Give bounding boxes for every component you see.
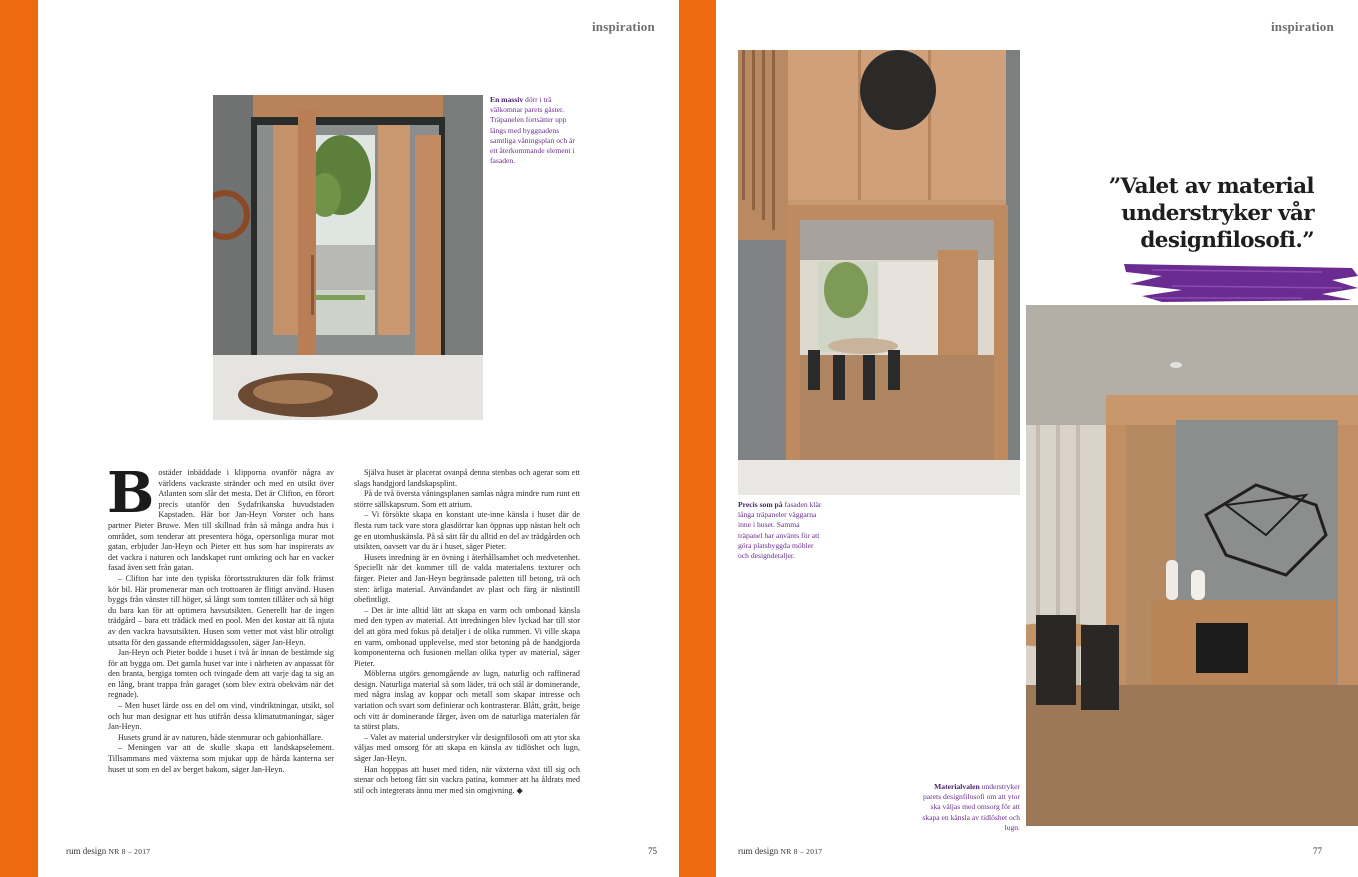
paragraph: – Valet av material understryker vår designfilosofi om att ytor ska väljas med omsorg för att skapa en känsla av tidlöshet och lugn, säger Jan-Heyn. [354,732,580,764]
caption-lead: En massiv [490,95,524,104]
paragraph: Han hopppas att huset med tiden, när växterna växt till sig och stenar och betong fått sin vackra patina, kommer att ha åldrats med stil och integrerats ännu mer med sin omgivning. ◆ [354,764,580,795]
paragraph: Själva huset är placerat ovanpå denna stenbas och agerar som ett slags handgjord landskapsplint. [354,468,580,488]
paragraph: Husets inredning är en övning i återhållsamhet och medvetenhet. Speciellt när det kommer till de valda materialens texturer och färger. Pieter and Jan-Heyn begränsade paletten till betong, trä och sten: ärliga material. Användandet av plast och färg är nästintill obefintligt. [354,552,580,605]
left-page [38,0,679,877]
paragraph: Möblerna utgörs genomgående av lugn, naturlig och raffinerad design. Naturliga material så som läder, trä och stål är dominerande, med några inslag av koppar och metall som skapar intresse och variation och svart som definierar och kontrasterar. Blått, grått, beige och vitt är dominerande färger, även om de naturliga materialen får ta störst plats. [354,669,580,732]
folio [66,846,150,856]
paragraph: – Clifton har inte den typiska förortsstrukturen där folk främst kör bil. Här promenerar man och trottoaren är flitigt använd. Husen byggs från vänster till höger, så långt som tomten tillåter och så högt du bara kan för att optimera havsutsikten. Generellt har de ingen trädgård – bara ett trädäck med en pool. Men det kostar att få njuta av den vackra havsutsikten. Husen som vetter mot väst blir otroligt utsatta för den gassande eftermiddagssolen, säger Jan-Heyn. [108,573,334,647]
folio-magazine: rum design [66,846,107,856]
pull-quote: ”Valet av material understryker vår designfilosofi.” [1108,174,1314,253]
right-page [716,0,1358,877]
paragraph: – Men huset lärde oss en del om vind, vindriktningar, utsikt, sol och hur man designar ett hus utifrån dessa klimatutmaningar, säger Jan-Heyn. [108,701,334,732]
folio-magazine: rum design [738,846,779,856]
caption-text: understryker parets designfilosofi om att ytor ska väljas med omsorg för att skapa en känsla av tidlöshet och lugn. [922,782,1020,832]
door-photo [213,95,483,420]
section-label: inspiration [592,19,655,34]
sideboard-photo-caption [922,782,1020,833]
article-column-2 [354,468,580,796]
left-orange-band [0,0,38,877]
paragraph: ostäder inbäddade i klipporna ovanför några av världens vackraste stränder och med en utsikt över Atlanten som slår det mesta. Det är Clifton, en förort precis utanför den Sydafrikanska huvudstaden Kapstaden. Här bor Jan-Heyn Vorster och hans partner Pieter Bruwe. Men till skillnad från så många andra hus i området, som tenderar att presentera höga, opersonliga murar mot gatan, erbjuder Jan-Heyn och Pieter ett hus som har inspirerats av det vackra i naturen och landskapet runt omkring och har en vacker fasad även sett från gatan. [108,468,334,573]
folio-issue: NR 8 – 2017 [780,847,823,856]
caption-text: dörr i trä välkomnar parets gäster. Träpanelen fortsätter upp längs med byggnadens samtliga våningsplan och är ett återkommande element i fasaden. [490,95,575,166]
caption-text: fasaden klär långa träpaneler väggarna inne i huset. Samma träpanel har använts för att göra platsbyggda möbler och designdetaljer. [738,500,822,561]
center-orange-band [679,0,716,877]
paragraph: – Det är inte alltid lätt att skapa en varm och ombonad känsla med den typen av material. Att inredningen blev lyckad har till stor del att göra med fokus på detaljer i de olika rummen. Vi ville skapa en varm, ombonad upplevelse, med stor betoning på de handgjorda komponenterna och fusionen mellan olika typer av material, säger Pieter. [354,605,580,668]
paragraph: – Vi försökte skapa en konstant ute-inne känsla i huset där de flesta rum tack vare stora glasdörrar kan öppnas upp nästan helt och ge en utomhuskänsla. På så sätt får du alltid en del av trädgården och utsikten, oavsett var du är i huset, säger Pieter. [354,510,580,552]
dining-photo-caption [738,500,822,561]
section-label: inspiration [1271,19,1334,34]
purple-brushstroke [1122,258,1358,306]
caption-lead: Materialvalen [934,782,980,791]
folio-issue: NR 8 – 2017 [108,847,151,856]
dining-room-photo [738,50,1020,495]
paragraph: – Meningen var att de skulle skapa ett landskapselement. Tillsammans med växterna som mjukar upp de hårda kanterna ser huset ut som en del av berget bakom, säger Jan-Heyn. [108,743,334,774]
door-photo-caption [490,95,582,166]
sideboard-photo [1026,305,1358,826]
page-number: 77 [1313,846,1322,856]
paragraph: Husets grund är av naturen, både stenmurar och gabionhällare. [118,732,324,742]
dropcap: B [107,460,155,526]
folio [738,846,822,856]
article-column-1 [107,460,334,775]
page-number: 75 [648,846,657,856]
paragraph: På de två översta våningsplanen samlas några mindre rum runt ett större sällskapsrum. Som ett atrium. [354,489,580,509]
paragraph: Jan-Heyn och Pieter bodde i huset i två år innan de bestämde sig för att bygga om. Det gamla huset var inte i närheten av anpassat för den branta, bergiga tomten och tvingade dem att varje dag ta sig an en lång, brant trappa från garaget (som blev extra obekväm när det regnade). [108,648,334,700]
caption-lead: Precis som på [738,500,783,509]
